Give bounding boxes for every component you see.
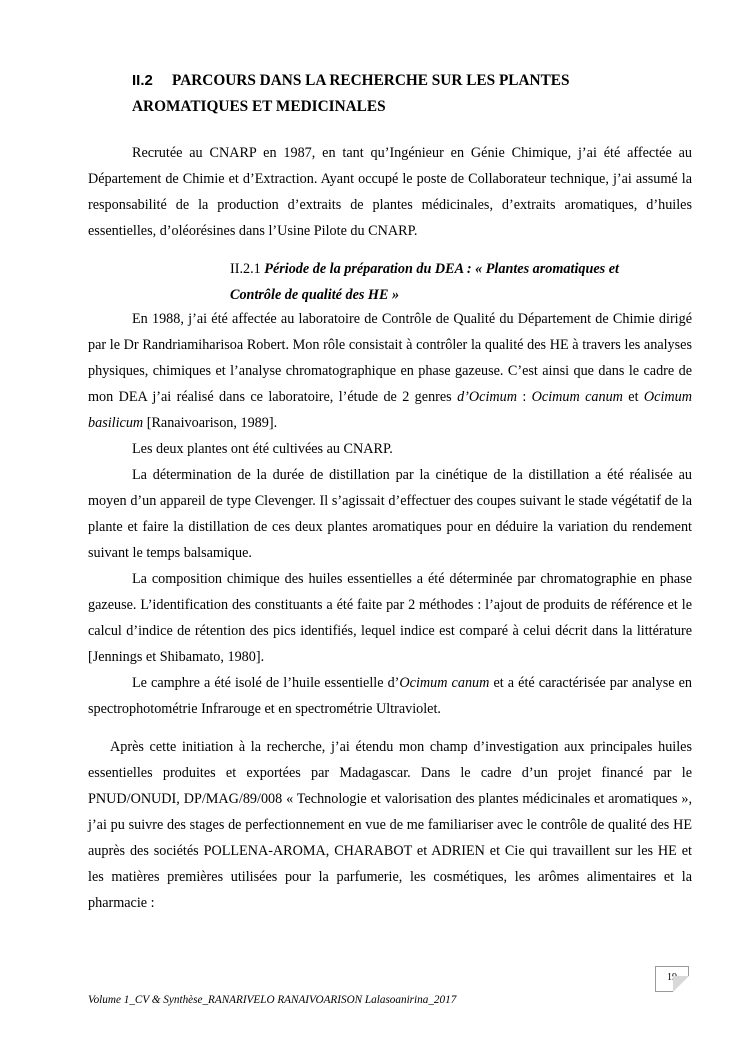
subsection-heading (230, 256, 660, 308)
subsection-number: II.2.1 (230, 261, 261, 277)
paragraph-camphre (88, 670, 692, 722)
after-block (88, 734, 692, 916)
species-ocimum-basilicum: Ocimum basilicum (88, 389, 692, 431)
paragraph-composition: La composition chimique des huiles essentielles a été déterminée par chromatographie en phase gazeuse. L’identification des constituants a été faite par 2 méthodes : l’ajout de produits de référence et le calcul d’indice de rétention des pics identifiés, lequel indice est comparé à celui décrit dans la littérature [Jennings et Shibamato, 1980]. (88, 571, 692, 665)
paragraph-camphre-before: Le camphre a été isolé de l’huile essentielle d’ (132, 675, 400, 691)
footer: Volume 1_CV & Synthèse_RANARIVELO RANAIVOARISON Lalasoanirina_2017 (88, 994, 457, 1006)
section-number: II.2 (132, 72, 153, 89)
page-number-box (655, 966, 689, 992)
paragraph-1988-text: En 1988, j’ai été affectée au laboratoire de Contrôle de Qualité du Département de Chimie dirigé par le Dr Randriamiharisoa Robert. Mon rôle consistait à contrôler la qualité des HE à travers les analyses physiques, chimiques et l’analyse chromatographique en phase gazeuse. C’est ainsi que dans le cadre de mon DEA j’ai réalisé dans ce laboratoire, l’étude de 2 genres (88, 311, 692, 405)
species-ocimum-canum-2: Ocimum canum (399, 675, 490, 691)
section-title: PARCOURS DANS LA RECHERCHE SUR LES PLANTES AROMATIQUES ET MEDICINALES (132, 72, 570, 115)
paragraph-after-initiation: Après cette initiation à la recherche, j’ai étendu mon champ d’investigation aux principales huiles essentielles produites et exportées par Madagascar. Dans le cadre d’un projet financé par le PNUD/ONUDI, DP/MAG/89/008 « Technologie et valorisation des plantes médicinales et aromatiques », j’ai pu suivre des stages de perfectionnement en vue de me familiariser avec le contrôle de qualité des HE auprès des sociétés POLLENA-AROMA, CHARABOT et ADRIEN et Cie qui travaillent sur les HE et les matières premières utilisées pour la parfumerie, les cosmétiques, les arômes alimentaires et la pharmacie : (88, 739, 692, 911)
species-ocimum-canum: Ocimum canum (531, 389, 623, 405)
conjunction-text: et (622, 389, 644, 405)
paragraph-1988 (88, 306, 692, 436)
section-heading (132, 68, 652, 120)
citation-ranaivoarison: [Ranaivoarison, 1989]. (143, 415, 278, 431)
paragraph-cultivated: Les deux plantes ont été cultivées au CNARP. (132, 441, 393, 457)
paragraph-camphre-after: et a été caractérisée par analyse en spectrophotométrie Infrarouge et en spectrométrie Ultraviolet. (88, 675, 692, 717)
paragraph-distillation: La détermination de la durée de distillation par la cinétique de la distillation a été réalisée au moyen d’un appareil de type Clevenger. Il s’agissait d’effectuer des coupes suivant le stade végétatif de la plante et faire la distillation de ces deux plantes aromatiques pour en déduire la variation du rendement suivant le temps balsamique. (88, 467, 692, 561)
colon-separator: : (516, 389, 532, 405)
page-number: 19 (667, 972, 677, 983)
subsection-title: Période de la préparation du DEA : « Plantes aromatiques et Contrôle de qualité des HE » (230, 261, 619, 303)
intro-block (88, 140, 692, 244)
dea-block (88, 306, 692, 722)
genus-ocimum: d’Ocimum (457, 389, 517, 405)
intro-paragraph: Recrutée au CNARP en 1987, en tant qu’Ingénieur en Génie Chimique, j’ai été affectée au Département de Chimie et d’Extraction. Ayant occupé le poste de Collaborateur technique, j’ai assumé la responsabilité de la production d’extraits de plantes médicinales, d’extraits aromatiques, d’huiles essentielles, d’oléorésines dans l’Usine Pilote du CNARP. (88, 145, 692, 239)
